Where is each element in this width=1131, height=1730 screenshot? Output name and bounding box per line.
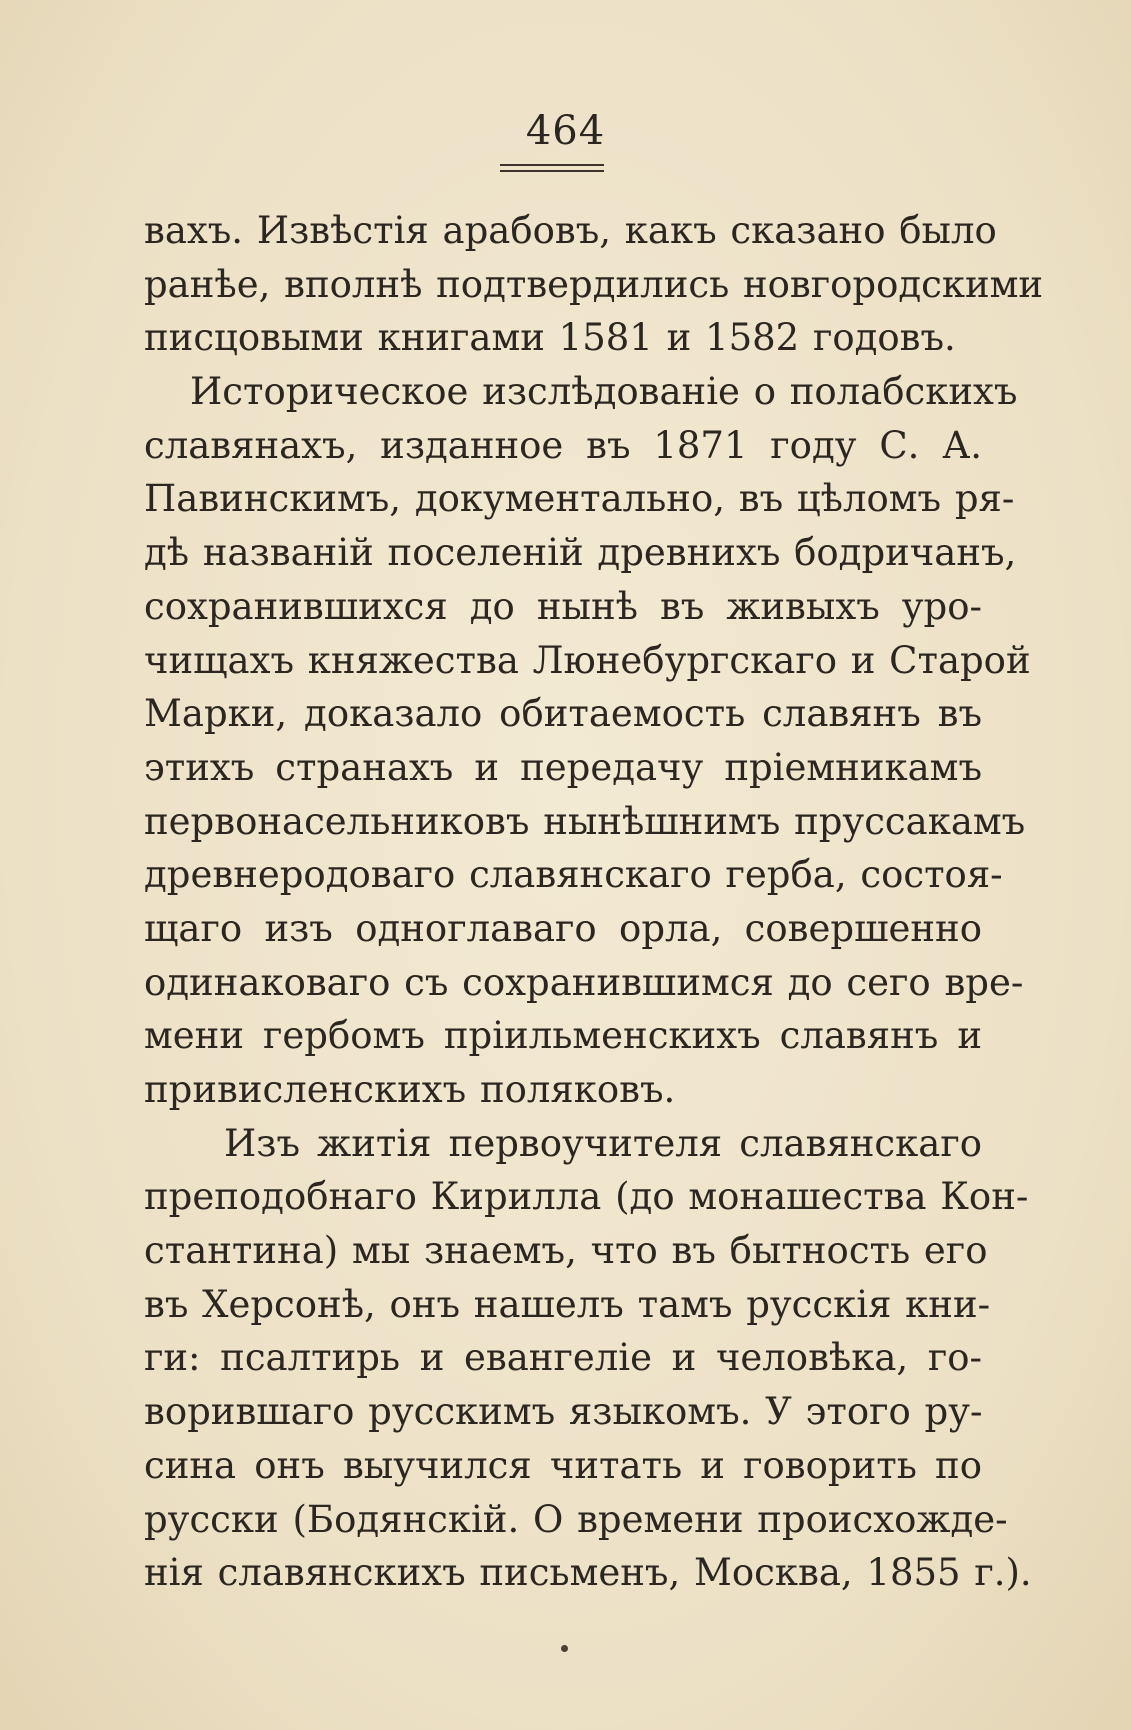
text-line: писцовыми книгами 1581 и 1582 годовъ. bbox=[144, 316, 956, 360]
text-line: дѣ названій поселеній древнихъ бодричанъ, bbox=[144, 531, 1017, 575]
text-line: сина онъ выучился читать и говорить по bbox=[144, 1443, 982, 1487]
footer-dot-mark bbox=[561, 1645, 568, 1652]
text-line: нія славянскихъ письменъ, Москва, 1855 г.). bbox=[144, 1551, 1032, 1595]
text-line: въ Херсонѣ, онъ нашелъ тамъ русскія кни- bbox=[144, 1282, 991, 1326]
body-text bbox=[144, 204, 1044, 1600]
text-line: Марки, доказало обитаемость славянъ въ bbox=[144, 692, 982, 736]
text-line: Изъ житія первоучителя славянскаго bbox=[224, 1121, 982, 1165]
text-line: чищахъ княжества Люнебургскаго и Старой bbox=[144, 638, 1031, 682]
text-line: щаго изъ одноглаваго орла, совершенно bbox=[144, 906, 982, 950]
text-line: Павинскимъ, документально, въ цѣломъ ря- bbox=[144, 477, 1015, 521]
text-line: славянахъ, изданное въ 1871 году С. А. bbox=[144, 423, 982, 467]
header-double-rule bbox=[500, 164, 604, 172]
text-line: ги: псалтирь и евангеліе и человѣка, го- bbox=[144, 1336, 982, 1380]
text-line: Историческое изслѣдованіе о полабскихъ bbox=[190, 370, 1018, 414]
text-line: сохранившихся до нынѣ въ живыхъ уро- bbox=[144, 584, 982, 628]
text-line: мени гербомъ пріильменскихъ славянъ и bbox=[144, 1014, 982, 1058]
text-line: этихъ странахъ и передачу пріемникамъ bbox=[144, 745, 982, 789]
text-line: ворившаго русскимъ языкомъ. У этого ру- bbox=[144, 1390, 983, 1434]
text-line: древнеродоваго славянскаго герба, состоя- bbox=[144, 853, 1003, 897]
page-number: 464 bbox=[525, 108, 606, 154]
text-line: стантина) мы знаемъ, что въ бытность его bbox=[144, 1229, 988, 1273]
text-line: первонасельниковъ нынѣшнимъ пруссакамъ bbox=[144, 799, 1026, 843]
text-line: привисленскихъ поляковъ. bbox=[144, 1068, 676, 1111]
text-line: вахъ. Извѣстія арабовъ, какъ сказано было bbox=[144, 209, 997, 252]
text-line: преподобнаго Кирилла (до монашества Кон- bbox=[144, 1175, 1029, 1219]
text-line: одинаковаго съ сохранившимся до сего вре- bbox=[144, 960, 1024, 1004]
text-line: ранѣе, вполнѣ подтвердились новгородскими bbox=[144, 262, 1044, 306]
text-line: русски (Бодянскій. О времени происхожде- bbox=[144, 1497, 1008, 1541]
